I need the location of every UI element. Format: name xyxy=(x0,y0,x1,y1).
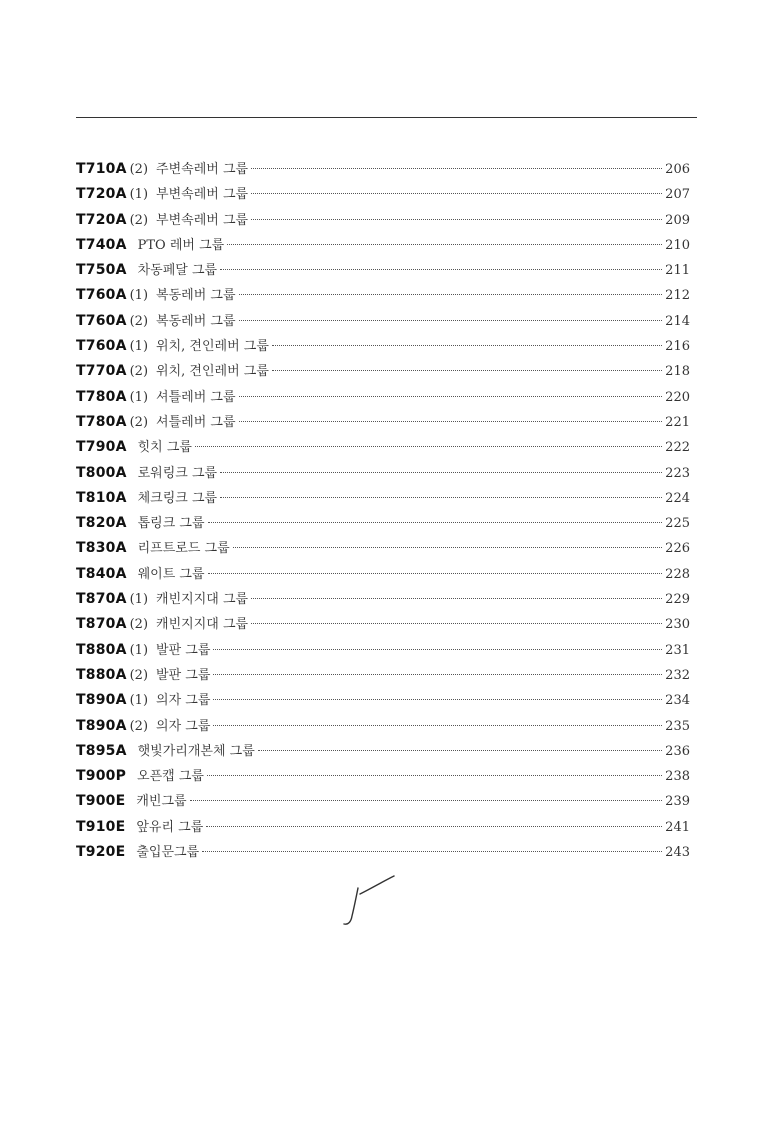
toc-entry-code: T800A xyxy=(76,464,127,481)
toc-entry-code: T810A xyxy=(76,489,127,506)
toc-entry-title: 발판 그룹 xyxy=(156,667,211,683)
toc-entry-page-number: 232 xyxy=(665,667,690,683)
dot-leader xyxy=(251,219,662,220)
toc-entry-part: (2) xyxy=(129,313,149,329)
toc-entry-page-number: 226 xyxy=(665,541,690,557)
toc-entry-code: T760A xyxy=(76,338,127,355)
toc-entry xyxy=(76,359,690,384)
toc-entry-code: T790A xyxy=(76,439,127,456)
toc-entry xyxy=(76,435,690,460)
toc-entry-code: T910E xyxy=(76,818,126,835)
toc-entry-title: 복동레버 그룹 xyxy=(156,313,236,329)
dot-leader xyxy=(220,269,662,270)
dot-leader xyxy=(220,472,662,473)
toc-entry-part: (1) xyxy=(129,339,149,355)
header-rule xyxy=(76,117,697,118)
toc-entry-page-number: 220 xyxy=(665,389,690,405)
dot-leader xyxy=(220,497,662,498)
toc-entry xyxy=(76,612,690,637)
toc-entry-page-number: 210 xyxy=(665,237,690,253)
toc-entry-code: T710A xyxy=(76,161,127,177)
toc-entry xyxy=(76,764,690,789)
toc-entry-title: 의자 그룹 xyxy=(156,693,211,709)
toc-entry-page-number: 243 xyxy=(665,845,690,861)
toc-entry-part: (1) xyxy=(129,389,149,405)
dot-leader xyxy=(213,674,662,675)
dot-leader xyxy=(202,851,662,852)
toc-entry-page-number: 239 xyxy=(665,794,690,810)
toc-entry-title: 주변속레버 그룹 xyxy=(156,162,249,177)
toc-entry xyxy=(76,486,690,511)
toc-entry-page-number: 235 xyxy=(665,718,690,734)
toc-entry-page-number: 231 xyxy=(665,642,690,658)
toc-entry-page-number: 236 xyxy=(665,743,690,759)
dot-leader xyxy=(195,446,662,447)
toc-entry-page-number: 212 xyxy=(665,288,690,304)
toc-entry-code: T890A xyxy=(76,692,127,709)
dot-leader xyxy=(272,345,662,346)
dot-leader xyxy=(239,421,663,422)
toc-entry-title: 출입문그룹 xyxy=(136,845,200,861)
toc-entry xyxy=(76,309,690,334)
toc-entry-title: PTO 레버 그룹 xyxy=(137,237,225,253)
toc-entry xyxy=(76,663,690,688)
toc-entry-part: (1) xyxy=(129,288,149,304)
toc-entry-part: (1) xyxy=(129,187,149,203)
toc-entry xyxy=(76,208,690,233)
toc-entry xyxy=(76,233,690,258)
toc-entry xyxy=(76,638,690,663)
toc-entry-part: (2) xyxy=(129,364,149,380)
dot-leader xyxy=(258,750,662,751)
toc-entry-code: T920E xyxy=(76,844,126,861)
dot-leader xyxy=(190,800,663,801)
handwritten-mark xyxy=(338,872,400,932)
toc-entry-title: 캐빈그룹 xyxy=(136,794,187,810)
toc-entry-title: 힛치 그룹 xyxy=(137,440,192,456)
toc-entry-page-number: 214 xyxy=(665,313,690,329)
toc-entry xyxy=(76,157,690,182)
toc-entry xyxy=(76,714,690,739)
toc-entry-title: 로워링크 그룹 xyxy=(137,465,218,481)
toc-entry-code: T880A xyxy=(76,641,127,658)
dot-leader xyxy=(239,320,663,321)
toc-entry-title: 셔틀레버 그룹 xyxy=(156,389,236,405)
toc-entry-code: T890A xyxy=(76,717,127,734)
toc-entry-page-number: 222 xyxy=(665,440,690,456)
toc-entry-part: (2) xyxy=(129,617,149,633)
toc-entry-part: (1) xyxy=(129,693,149,709)
dot-leader xyxy=(251,623,662,624)
toc-entry-title: 오픈캡 그룹 xyxy=(137,769,204,785)
toc-entry xyxy=(76,840,690,865)
toc-entry-part: (2) xyxy=(129,212,149,228)
toc-entry xyxy=(76,258,690,283)
toc-entry-code: T820A xyxy=(76,515,127,532)
toc-entry-code: T720A xyxy=(76,186,127,203)
toc-entry-code: T870A xyxy=(76,591,127,608)
toc-entry-page-number: 218 xyxy=(665,364,690,380)
toc-entry-code: T880A xyxy=(76,666,127,683)
toc-entry-code: T780A xyxy=(76,388,127,405)
toc-entry-title: 의자 그룹 xyxy=(156,718,211,734)
dot-leader xyxy=(208,522,663,523)
toc-entry-code: T780A xyxy=(76,413,127,430)
toc-entry-part: (1) xyxy=(129,642,149,658)
toc-entry xyxy=(76,385,690,410)
toc-entry-title: 리프트로드 그룹 xyxy=(137,541,230,557)
toc-entry xyxy=(76,536,690,561)
toc-entry-page-number: 207 xyxy=(665,187,690,203)
toc-entry-code: T895A xyxy=(76,742,127,759)
toc-entry-title: 위치, 견인레버 그룹 xyxy=(156,339,269,355)
toc-entry-part: (1) xyxy=(129,592,149,608)
toc-entry-part: (2) xyxy=(129,667,149,683)
toc-entry-code: T900P xyxy=(76,768,127,785)
toc-entry xyxy=(76,182,690,207)
toc-entry-code: T740A xyxy=(76,236,127,253)
dot-leader xyxy=(251,168,662,169)
dot-leader xyxy=(206,826,662,827)
toc-entry-page-number: 234 xyxy=(665,693,690,709)
toc-entry xyxy=(76,410,690,435)
toc-entry-code: T870A xyxy=(76,616,127,633)
toc-entry xyxy=(76,789,690,814)
toc-entry-page-number: 206 xyxy=(665,162,690,177)
toc-entry-part: (2) xyxy=(129,162,149,177)
toc-entry xyxy=(76,739,690,764)
toc-entry-title: 앞유리 그룹 xyxy=(136,819,204,835)
toc-entry xyxy=(76,815,690,840)
toc-entry-title: 복동레버 그룹 xyxy=(156,288,236,304)
dot-leader xyxy=(227,244,662,245)
toc-entry xyxy=(76,562,690,587)
toc-entry-title: 톱링크 그룹 xyxy=(137,516,205,532)
toc-entry-title: 부변속레버 그룹 xyxy=(156,212,249,228)
dot-leader xyxy=(251,598,662,599)
toc-entry-title: 셔틀레버 그룹 xyxy=(156,414,236,430)
toc-entry-page-number: 223 xyxy=(665,465,690,481)
dot-leader xyxy=(251,193,662,194)
toc-entry-page-number: 225 xyxy=(665,516,690,532)
toc-entry-code: T750A xyxy=(76,262,127,279)
dot-leader xyxy=(208,573,663,574)
toc-entry-title: 웨이트 그룹 xyxy=(137,566,205,582)
toc-entry-page-number: 230 xyxy=(665,617,690,633)
toc-entry-part: (2) xyxy=(129,718,149,734)
toc-entry-page-number: 238 xyxy=(665,769,690,785)
toc-entry-code: T760A xyxy=(76,312,127,329)
toc-entry-page-number: 224 xyxy=(665,490,690,506)
toc-entry-title: 캐빈지지대 그룹 xyxy=(156,592,249,608)
toc-entry-code: T760A xyxy=(76,287,127,304)
toc-entry xyxy=(76,688,690,713)
toc-entry-part: (2) xyxy=(129,414,149,430)
dot-leader xyxy=(272,370,662,371)
toc-entry-page-number: 209 xyxy=(665,212,690,228)
dot-leader xyxy=(233,547,663,548)
toc-entry xyxy=(76,511,690,536)
toc-entry-code: T720A xyxy=(76,211,127,228)
toc-entry-code: T900E xyxy=(76,793,126,810)
toc-entry-page-number: 211 xyxy=(665,263,690,279)
table-of-contents xyxy=(76,157,690,865)
toc-entry xyxy=(76,283,690,308)
toc-entry xyxy=(76,334,690,359)
toc-entry xyxy=(76,587,690,612)
toc-entry-code: T830A xyxy=(76,540,127,557)
toc-entry-code: T840A xyxy=(76,565,127,582)
dot-leader xyxy=(239,396,663,397)
toc-entry-title: 발판 그룹 xyxy=(156,642,211,658)
dot-leader xyxy=(213,699,662,700)
dot-leader xyxy=(213,725,662,726)
toc-entry-title: 체크링크 그룹 xyxy=(137,490,218,506)
dot-leader xyxy=(213,649,662,650)
toc-entry-page-number: 216 xyxy=(665,339,690,355)
toc-entry-title: 캐빈지지대 그룹 xyxy=(156,617,249,633)
toc-entry-page-number: 228 xyxy=(665,566,690,582)
toc-entry-title: 차동페달 그룹 xyxy=(137,263,218,279)
toc-entry-title: 부변속레버 그룹 xyxy=(156,187,249,203)
toc-entry-page-number: 221 xyxy=(665,414,690,430)
toc-entry-title: 위치, 견인레버 그룹 xyxy=(156,364,269,380)
toc-entry-title: 햇빛가리개본체 그룹 xyxy=(137,743,255,759)
dot-leader xyxy=(207,775,662,776)
toc-entry-page-number: 241 xyxy=(665,819,690,835)
toc-entry-code: T770A xyxy=(76,363,127,380)
toc-entry-page-number: 229 xyxy=(665,592,690,608)
dot-leader xyxy=(239,294,663,295)
toc-entry xyxy=(76,461,690,486)
